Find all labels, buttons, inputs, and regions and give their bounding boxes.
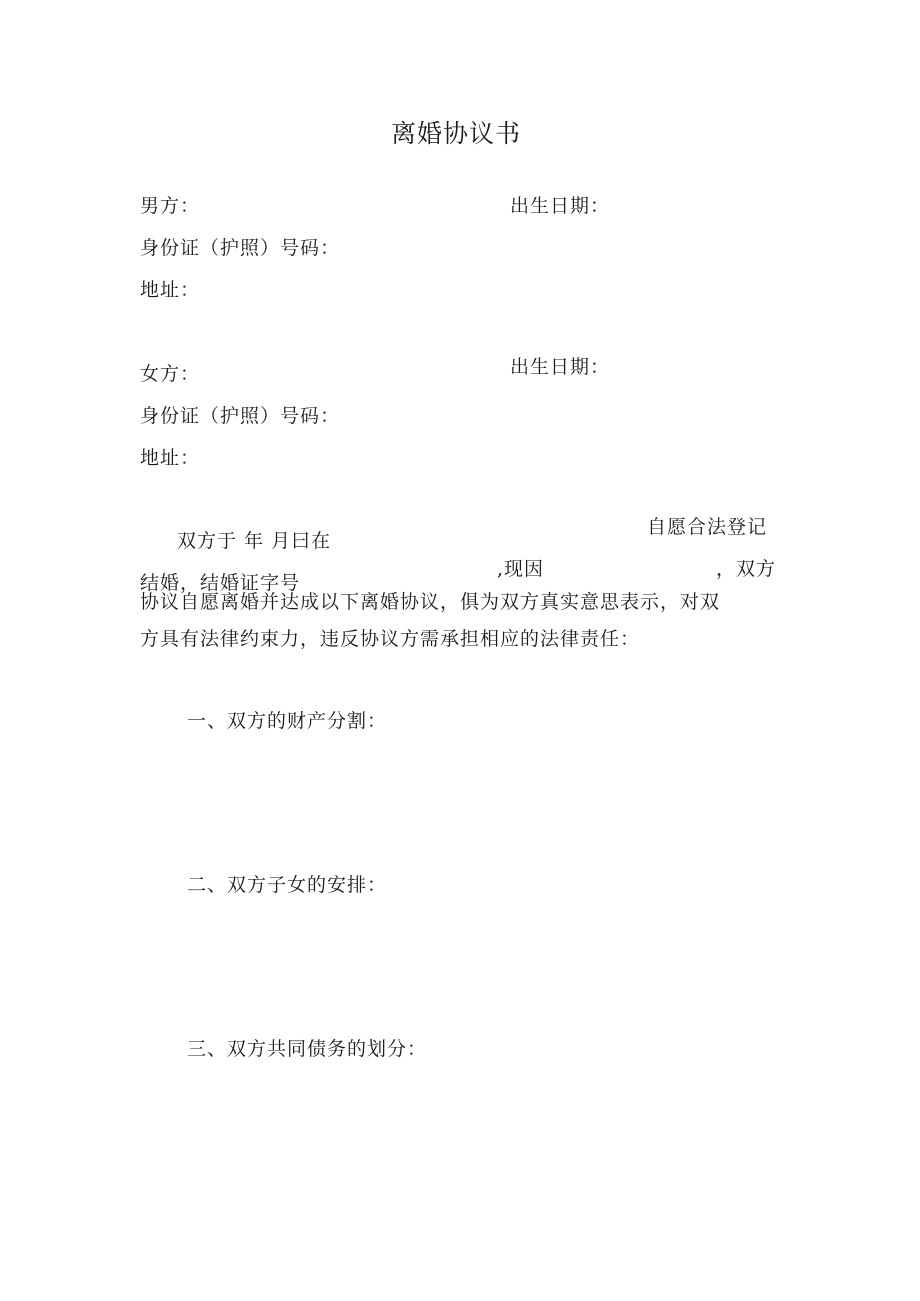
male-birth-label: 出生日期： [510, 195, 611, 217]
section-property-division: 一、双方的财产分割： [187, 710, 388, 732]
intro-clipped-line [140, 571, 301, 594]
female-address-label: 地址： [140, 447, 201, 469]
male-address-label: 地址： [140, 279, 201, 301]
male-label: 男方： [140, 195, 201, 217]
intro-reason-text: ,现因 [497, 558, 545, 580]
intro-date-text: 双方于 年 月曰在 [177, 530, 332, 552]
female-id-label: 身份证（护照）号码： [140, 405, 341, 427]
female-label: 女方： [140, 363, 201, 385]
intro-line-3: 方具有法律约束力，违反协议方需承担相应的法律责任： [140, 628, 641, 650]
document-title: 离婚协议书 [391, 119, 522, 148]
intro-line-2: 协议自愿离婚并达成以下离婚协议，俱为双方真实意思表示，对双 [140, 591, 721, 613]
male-id-label: 身份证（护照）号码： [140, 237, 341, 259]
female-birth-label: 出生日期： [510, 356, 611, 378]
section-debt-division: 三、双方共同债务的划分： [187, 1038, 428, 1060]
intro-both-parties-text: ，双方 [716, 558, 777, 580]
intro-registration-text: 自愿合法登记 [647, 516, 768, 538]
intro-clipped-text: 结婚，结婚证字号 [140, 572, 301, 594]
section-children-arrangement: 二、双方子女的安排： [187, 874, 388, 896]
